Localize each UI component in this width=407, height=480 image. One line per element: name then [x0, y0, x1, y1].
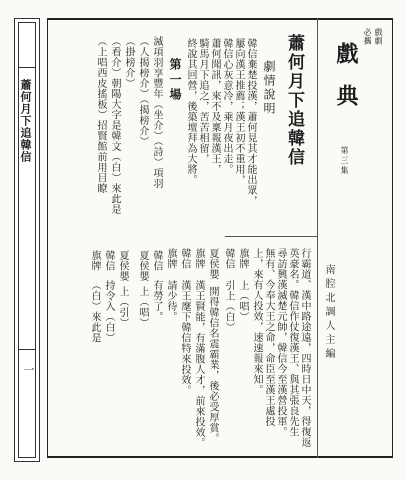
synopsis-line: 騎馬月下追之，苦苦相留，: [197, 38, 208, 164]
cast-role: 韓信: [223, 248, 234, 269]
dialogue-text: 漢王麾下韓信特來投效。: [179, 280, 190, 396]
cast-role: 旗牌: [89, 250, 100, 271]
series-label-bottom: 必攜: [363, 28, 372, 45]
volume-label: 第三集: [340, 146, 349, 176]
synopsis-line: 終說其回營，後築壇拜為大將。: [185, 38, 196, 185]
synopsis-line: 屢向漢王推薦；漢王初不重用，: [233, 38, 244, 185]
script-line: （上唱西皮搖板）招賢館前用目瞭: [95, 36, 106, 194]
dialogue-text: 漢王賢能，有滿腹人才，前來投效。: [193, 280, 204, 448]
body-line: 行霸道、漢中路途遠，四時日中天，得復返: [299, 248, 310, 448]
script-line: （人揭榜介）（揭榜介）: [137, 36, 148, 147]
dialogue-text: 開得韓信名震霸業，後必受厚賞。: [207, 286, 218, 444]
cast-role: 韓信: [103, 250, 114, 271]
dialogue-role: 韓信: [179, 248, 190, 269]
dialogue-role: 韓信: [151, 250, 162, 271]
cast-text: 持令入（白）: [103, 280, 114, 343]
spine-page-number: 一: [22, 364, 35, 375]
cast-text: （白）來此是: [89, 280, 100, 343]
dialogue-text: 請少待。: [165, 280, 176, 322]
series-label-top: 戲劇: [374, 28, 383, 45]
dialogue-text: 上（唱）: [137, 286, 148, 328]
cast-text: 上（唱）: [237, 280, 248, 322]
dialogue-role: 夏侯嬰: [137, 250, 148, 282]
synopsis-line: 蕭何聞訊，來不及稟報漢王，: [209, 38, 220, 175]
body-line: 無有、今奉大王之命，命臣至漢王處投: [263, 248, 274, 427]
cast-role: 夏侯嬰: [117, 250, 128, 282]
script-line: （掛榜介）: [123, 36, 134, 89]
cast-text: 引上（白）: [223, 280, 234, 333]
page-frame: [47, 18, 393, 458]
cast-text: 上（引）: [117, 286, 128, 328]
script-line: 滅項羽享豐年（坐介）（詩）項羽: [151, 36, 162, 189]
cast-role: 旗牌: [237, 248, 248, 269]
body-line: 上，來有人投效，速速報來知。: [251, 248, 262, 395]
body-line: 英豪名。韓信作仗復漢王、與其張良先生: [287, 248, 298, 437]
dialogue-role: 旗牌: [165, 248, 176, 269]
spine-title: 蕭何月下追韓信: [19, 79, 32, 163]
synopsis-line: 韓信心灰意冷，乘月夜出走。: [221, 38, 232, 175]
body-line: 尋訪興漢滅楚元帥，韓信今至漢營投軍。: [275, 248, 286, 437]
editor-credit: 南腔北調人主編: [323, 264, 334, 362]
dialogue-role: 旗牌: [193, 248, 204, 269]
synopsis-line: 韓信棄楚投漢，蕭何見其才能出眾，: [245, 38, 256, 206]
book-title: 戲典: [333, 42, 359, 126]
script-line: （看介）朝陽大字是韓文（白）來此是: [109, 36, 120, 215]
page-spine: [14, 18, 40, 462]
scene-heading: 第一場: [168, 58, 182, 103]
synopsis-heading: 劇情說明: [262, 60, 276, 116]
dialogue-text: 有勞了。: [151, 280, 162, 322]
play-title: 蕭何月下追韓信: [284, 34, 304, 167]
dialogue-role: 夏侯嬰: [207, 248, 218, 280]
